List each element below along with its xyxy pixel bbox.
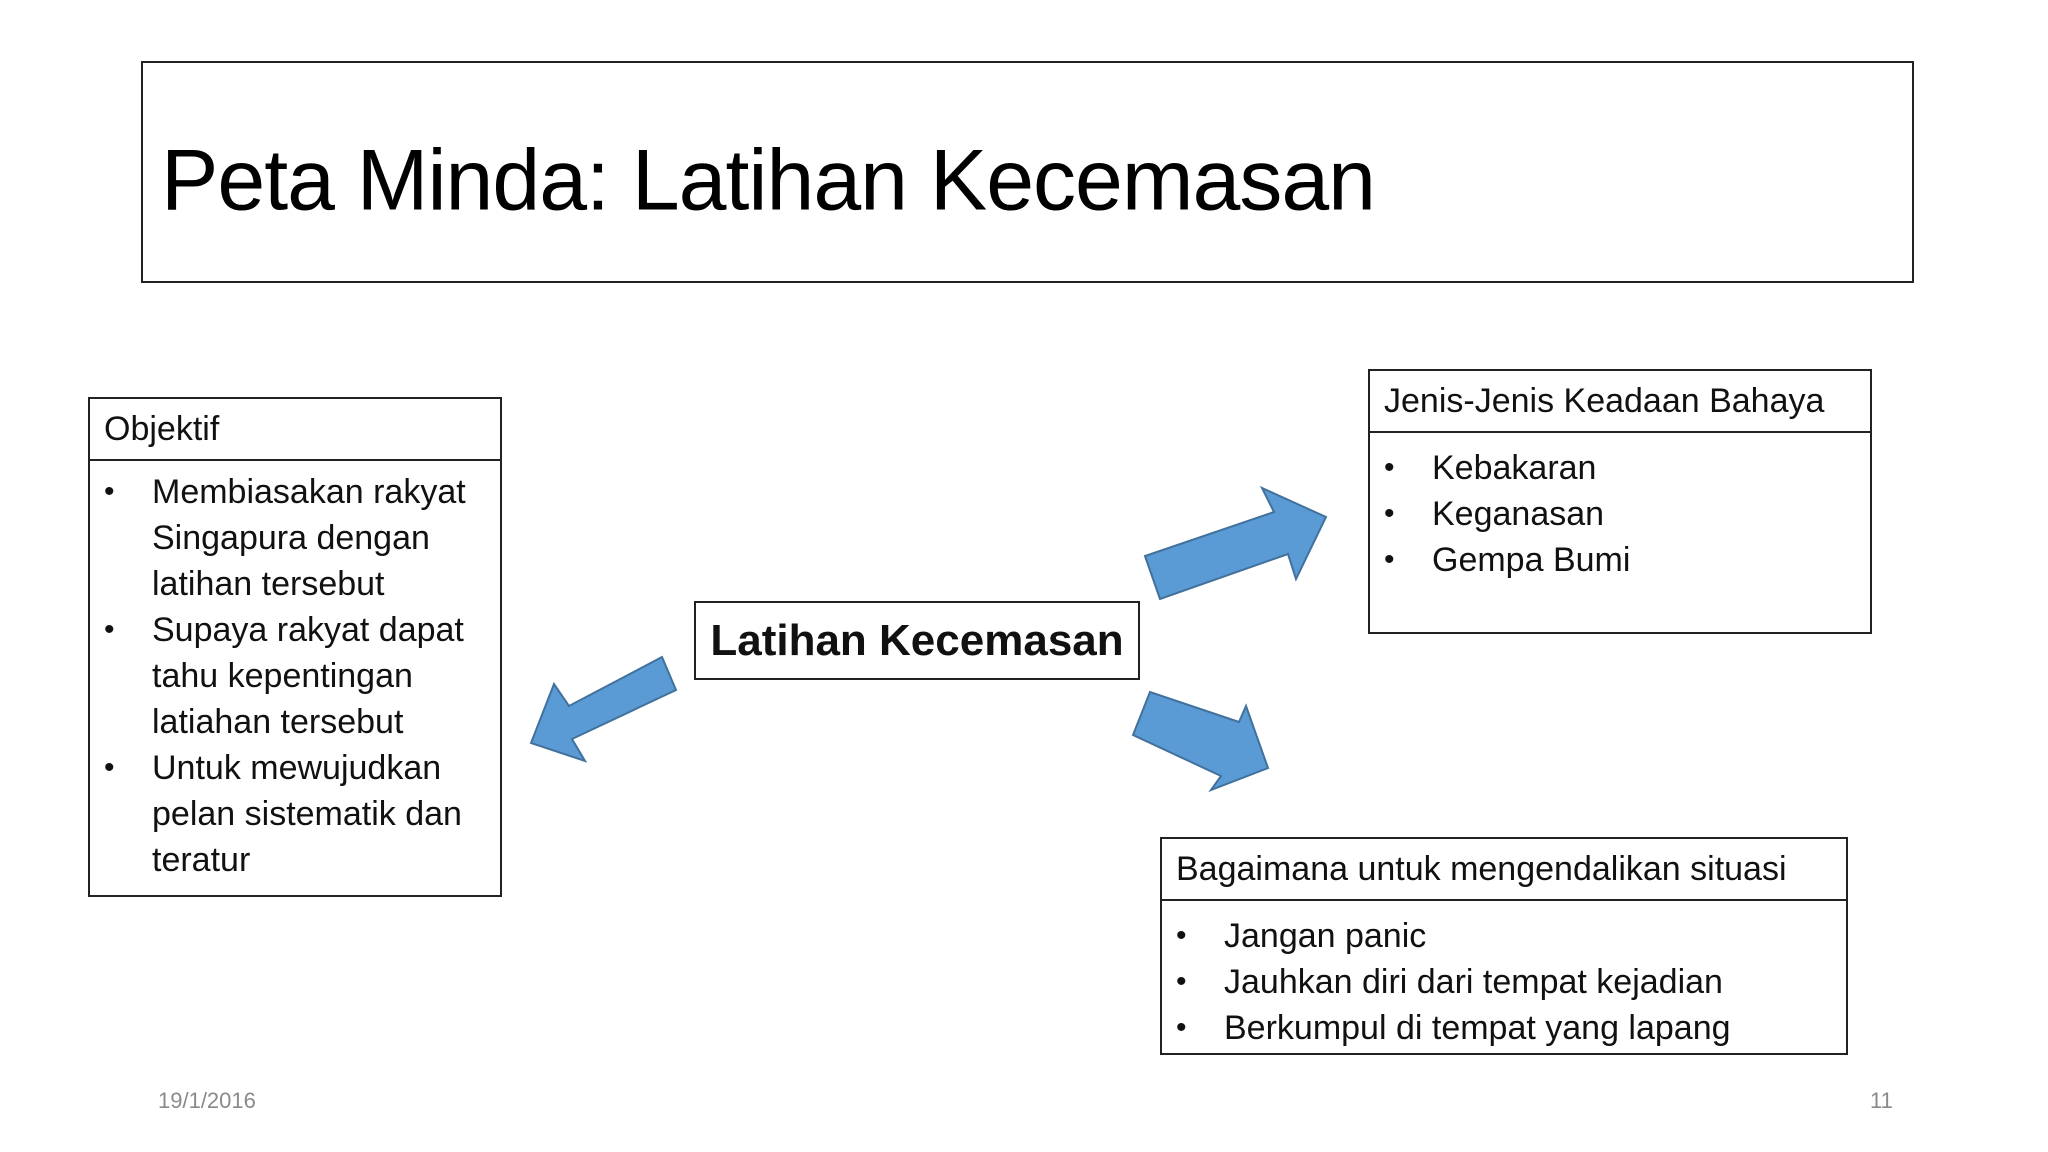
objektif-header: Objektif [90,399,500,461]
list-item-text: Berkumpul di tempat yang lapang [1224,1009,1731,1047]
list-item-text: Untuk mewujudkan pelan sistematik dan teratur [152,749,462,879]
list-item-text: Kebakaran [1432,449,1597,487]
bullet-icon: • [1176,965,1187,998]
arrow-left-icon [531,657,676,761]
bullet-icon: • [104,751,115,784]
arrow-upper-right-icon [1145,488,1326,599]
bullet-icon: • [1176,1011,1187,1044]
footer-date: 19/1/2016 [158,1088,256,1113]
slide-number: 11 [1870,1088,1893,1113]
list-item-text: Supaya rakyat dapat tahu kepentingan latiahan tersebut [152,611,464,741]
bullet-icon: • [1384,451,1395,484]
list-item-text: Keganasan [1432,495,1605,533]
jenis-header: Jenis-Jenis Keadaan Bahaya [1370,371,1870,433]
bullet-icon: • [104,613,115,646]
bullet-icon: • [104,475,115,508]
bullet-icon: • [1384,497,1395,530]
bullet-icon: • [1176,919,1187,952]
center-node-label: Latihan Kecemasan [710,615,1124,665]
bagaimana-header: Bagaimana untuk mengendalikan situasi [1162,839,1846,901]
list-item-text: Jangan panic [1224,917,1427,955]
slide-title: Peta Minda: Latihan Kecemasan [161,132,1376,229]
bullet-icon: • [1384,543,1395,576]
list-item-text: Jauhkan diri dari tempat kejadian [1224,963,1723,1001]
list-item-text: Gempa Bumi [1432,541,1631,579]
arrow-lower-right-icon [1133,692,1268,790]
list-item-text: Membiasakan rakyat Singapura dengan latihan tersebut [152,473,466,603]
